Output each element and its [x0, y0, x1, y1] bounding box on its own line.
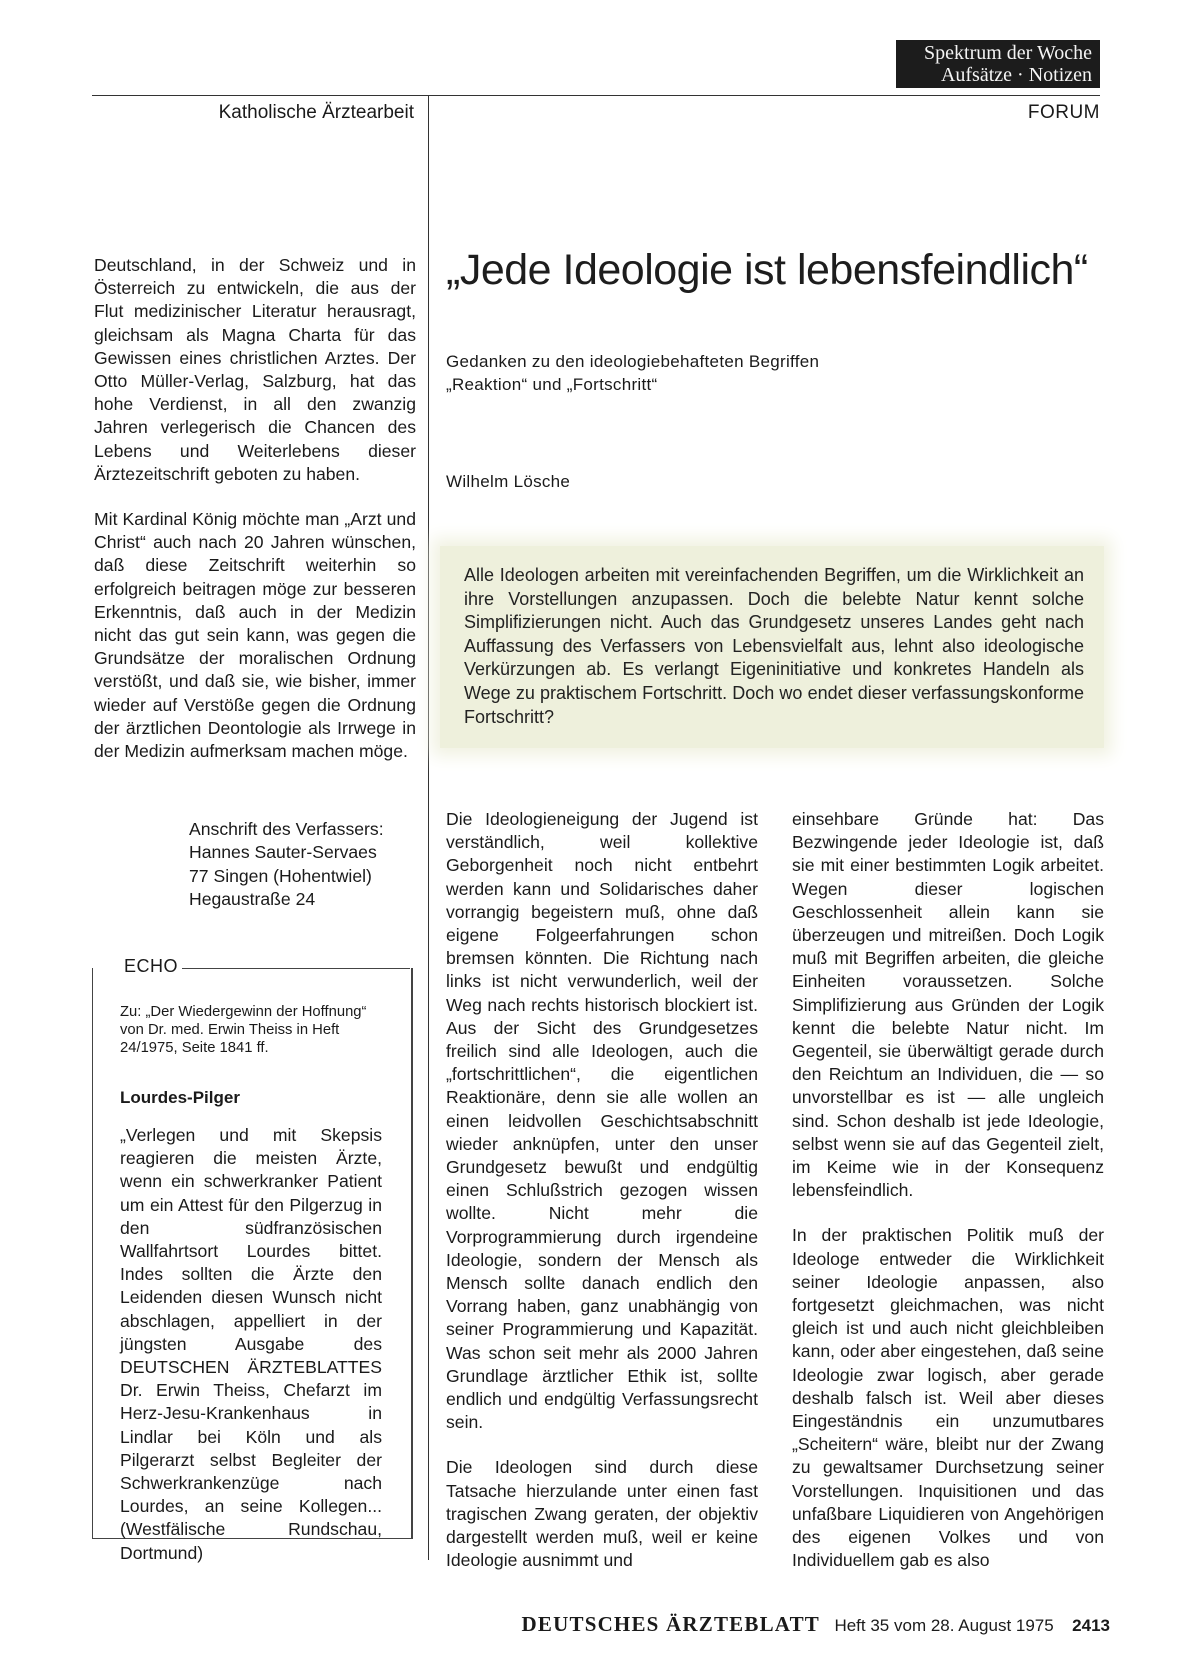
section-title-left: Katholische Ärztearbeit — [218, 102, 414, 123]
page-footer — [464, 1612, 1110, 1637]
body-paragraph: In der praktischen Politik muß der Ideologe entweder die Wirklichkeit seiner Ideologie anpassen, also fortgesetzt gleichmachen, was nicht gleich ist und auch nicht gleichbleiben kann, oder aber eingestehen, daß seine Ideologie zwar logisch, aber gerade deshalb falsch ist. Weil aber dieses Eingeständnis ein unzumutbares „Scheitern“ wäre, bleibt nur der Zwang zu gewaltsamer Durchsetzung seiner Vorstellungen. Inquisitionen und das unfaßbare Liquidieren von Angehörigen des eigenen Volkes und von Individuellem gab es also — [792, 1225, 1104, 1571]
address-line: 77 Singen (Hohentwiel) — [189, 865, 372, 886]
echo-body: „Verlegen und mit Skepsis reagieren die meisten Ärzte, wenn ein schwerkranker Patient um ein Attest für den Pilgerzug in den südfranzösischen Wallfahrtsort Lourdes bittet. Indes sollten die Ärzte den Leidenden diesen Wunsch nicht abschlagen, appelliert in der jüngsten Ausgabe des DEUTSCHEN ÄRZTEBLATTES Dr. Erwin Theiss, Chefarzt im Herz-Jesu-Krankenhaus in Lindlar bei Köln und als Pilgerarzt selbst Begleiter der Schwerkrankenzüge nach Lourdes, an seine Kollegen... (Westfälische Rundschau, Dortmund) — [120, 1125, 382, 1563]
body-paragraph: Die Ideologieneigung der Jugend ist verständlich, weil kollektive Geborgenheit noch nicht entbehrt werden kann und Solidarisches daher vorrangig begeistern muß, ohne daß eigene Folgeerfahrungen schon bremsen könnten. Die Richtung nach links ist nicht verwunderlich, weil der Weg nach rechts historisch blockiert ist. Aus der Sicht des Grundgesetzes freilich sind alle Ideologen, auch die „fortschrittlichen“, die eigentlichen Reaktionäre, denn sie alle wollen an einen leidvollen Geschichtsabschnitt wieder anknüpfen, unter den unser Grundgesetz bewußt und endgültig einen Schlußstrich gezogen wissen wollte. Nicht mehr die Vorprogrammierung durch irgendeine Ideologie, sondern der Mensch als Mensch sollte danach endlich den Vorrang haben, ganz unabhängig von seiner Programmierung und Kapazität. Was schon seit mehr als 2000 Jahren Grundlage ärztlicher Ethik ist, sollte endlich und endgültig Verfassungsrecht sein. — [446, 809, 758, 1433]
author-address — [189, 818, 429, 912]
page-number: 2413 — [1072, 1616, 1110, 1635]
echo-heading: Lourdes-Pilger — [120, 1088, 240, 1107]
section-badge — [896, 40, 1100, 88]
echo-label: ECHO — [120, 956, 182, 977]
badge-line-2: Aufsätze · Notizen — [940, 64, 1092, 86]
left-paragraph-2: Mit Kardinal König möchte man „Arzt und Christ“ auch nach 20 Jahren wünschen, daß diese Zeitschrift weiterhin so erfolgreich beitragen möge zur besseren Erkenntnis, daß auch in der Medizin nicht das gut sein kann, was gegen die Grundsätze der moralischen Ordnung verstößt, und daß sie, wie bisher, immer wieder auf Verstöße gegen die Ordnung der ärztlichen Deontologie als Irrwege in der Medizin aufmerksam machen möge. — [94, 509, 416, 762]
article-subtitle — [446, 350, 946, 396]
body-paragraph: einsehbare Gründe hat: Das Bezwingende jeder Ideologie ist, daß sie mit einer bestimmten Logik arbeitet. Wegen dieser logischen Geschlossenheit allein kann sie überzeugen und mitreißen. Doch Logik muß mit Begriffen arbeiten, die gleiche Einheiten voraussetzen. Solche Simplifizierung aus Gründen der Logik kennt die belebte Natur nicht. Im Gegenteil, sie überwältigt gerade durch den Reichtum an Individuen, die — so unvorstellbar es ist — alle ungleich sind. Schon deshalb ist jede Ideologie, selbst wenn sie auf das Gegenteil zielt, im Keime wie in der Konsequenz lebensfeindlich. — [792, 809, 1104, 1201]
article-column-1 — [446, 808, 758, 1595]
subtitle-line-2: „Reaktion“ und „Fortschritt“ — [446, 375, 658, 394]
article-lead: Alle Ideologen arbeiten mit vereinfachenden Begriffen, um die Wirklichkeit an ihre Vorstellungen anzupassen. Doch die belebte Natur kennt solche Simplifizierungen nicht. Auch das Grundgesetz unseres Landes geht nach Auffassung des Verfassers von Lebensvielfalt aus, lehnt also ideologische Verkürzungen ab. Es verlangt Eigeninitiative und konkretes Handeln als Wege zu praktischem Fortschritt. Doch wo endet dieser verfassungskonforme Fortschritt? — [464, 565, 1084, 727]
echo-reference: Zu: „Der Wiedergewinn der Hoffnung“ von Dr. med. Erwin Theiss in Heft 24/1975, Seite 1841 ff. — [120, 1004, 367, 1056]
address-line: Hannes Sauter-Servaes — [189, 842, 377, 863]
subtitle-line-1: Gedanken zu den ideologiebehafteten Begriffen — [446, 352, 820, 371]
issue-info: Heft 35 vom 28. August 1975 — [834, 1616, 1054, 1635]
address-line: Anschrift des Verfassers: — [189, 819, 384, 839]
article-author: Wilhelm Lösche — [446, 472, 571, 491]
article-title: „Jede Ideologie ist lebensfeindlich“ — [446, 246, 1088, 294]
section-title-right: FORUM — [1027, 102, 1100, 123]
journal-name: DEUTSCHES ÄRZTEBLATT — [521, 1612, 820, 1636]
badge-line-1: Spektrum der Woche — [924, 42, 1092, 64]
address-line: Hegaustraße 24 — [189, 889, 316, 910]
header-rule — [92, 95, 1100, 96]
article-column-2 — [792, 808, 1104, 1595]
left-paragraph-1: Deutschland, in der Schweiz und in Österreich zu entwickeln, die aus der Flut medizinischer Literatur herausragt, gleichsam als Magna Charta für das Gewissen eines christlichen Arztes. Der Otto Müller-Verlag, Salzburg, hat das hohe Verdienst, in all den zwanzig Jahren verlegerisch die Chancen des Lebens und Weiterlebens dieser Ärztezeitschrift geboten zu haben. — [94, 255, 416, 484]
echo-box-top-rule — [178, 968, 410, 969]
body-paragraph: Die Ideologen sind durch diese Tatsache hierzulande unter einen fast tragischen Zwang geraten, der objektiv dargestellt werden muß, weil er keine Ideologie ausnimmt und — [446, 1457, 758, 1571]
left-column — [94, 254, 416, 785]
